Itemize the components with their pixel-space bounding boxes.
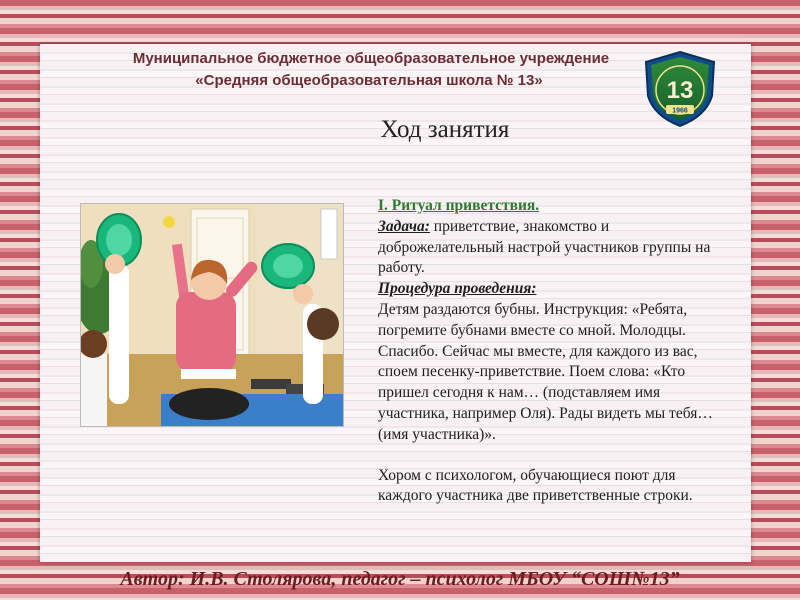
procedure-label: Процедура проведения: — [378, 280, 537, 298]
classroom-photo-icon — [81, 204, 343, 426]
task-paragraph — [378, 217, 718, 279]
author-footer: Автор: И.В. Столярова, педагог – психолог МБОУ “СОШ№13” — [120, 568, 680, 590]
lesson-description — [378, 196, 718, 507]
task-text: приветствие, знакомство и доброжелательный настрой участников группы на работу. — [378, 217, 711, 277]
school-type-line: Муниципальное бюджетное общеобразовательное учреждение — [132, 50, 610, 67]
procedure-text: Детям раздаются бубны. Инструкция: «Ребята, погремите бубнами вместе со мной. Молодцы. Спасибо. Сейчас мы вместе, для каждого из вас, споем песенку-приветствие. Поем слова: «Кто пришел сегодня к нам… (подставляем имя участника, например Оля). Рады видеть мы тебя… (имя участника)». — [378, 300, 713, 443]
school-name-line: «Средняя общеобразовательная школа № 13» — [195, 72, 543, 89]
chorus-text: Хором с психологом, обучающиеся поют для каждого участника две приветственные строки. — [378, 466, 693, 505]
emblem-number: 13 — [666, 77, 694, 104]
section-heading: I. Ритуал приветствия. — [378, 197, 540, 214]
slide-title: Ход занятия — [380, 116, 510, 143]
classroom-photo — [80, 203, 344, 427]
task-label: Задача: — [378, 217, 430, 235]
paragraph-gap — [378, 446, 718, 466]
emblem-year: 1966 — [672, 107, 688, 115]
